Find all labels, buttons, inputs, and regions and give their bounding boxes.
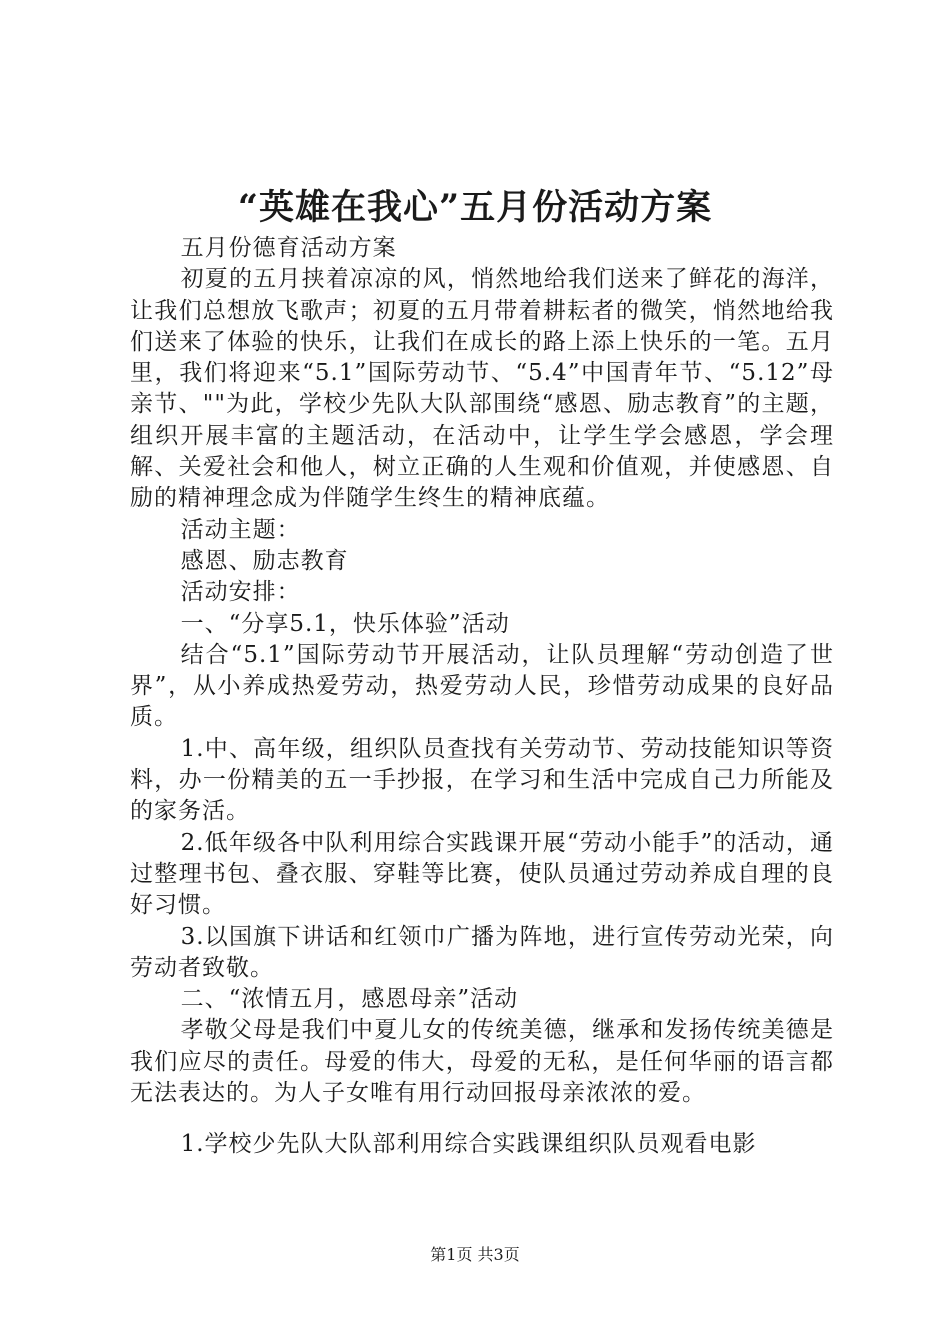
paragraph-subtitle: 五月份德育活动方案 xyxy=(180,235,397,261)
paragraph-theme: 感恩、励志教育 xyxy=(180,547,349,574)
paragraph-section-one-item-1: 1.中、高年级，组织队员查找有关劳动节、劳动技能知识等资料，办一份精美的五一手抄报，在学习和生活中完成自己力所能及的家务活。 xyxy=(130,735,834,825)
paragraph-section-one-item-2: 2.低年级各中队利用综合实践课开展“劳动小能手”的活动，通过整理书包、叠衣服、穿鞋等比赛，使队员通过劳动养成自理的良好习惯。 xyxy=(130,829,834,919)
paragraph-section-one-heading: 一、“分享5.1，快乐体验”活动 xyxy=(180,610,510,637)
paragraph-section-two-intro: 孝敬父母是我们中夏儿女的传统美德，继承和发扬传统美德是我们应尽的责任。母爱的伟大，母爱的无私，是任何华丽的语言都无法表达的。为人子女唯有用行动回报母亲浓浓的爱。 xyxy=(130,1017,834,1107)
paragraph-section-two-item-1: 1.学校少先队大队部利用综合实践课组织队员观看电影 xyxy=(180,1131,757,1158)
paragraph-section-one-item-3: 3.以国旗下讲话和红领巾广播为阵地，进行宣传劳动光荣，向劳动者致敬。 xyxy=(130,923,834,981)
document-body xyxy=(130,233,834,1161)
page-footer: 第1页 共3页 xyxy=(430,1245,520,1264)
paragraph-intro: 初夏的五月挟着凉凉的风，悄然地给我们送来了鲜花的海洋，让我们总想放飞歌声；初夏的五月带着耕耘者的微笑，悄然地给我们送来了体验的快乐，让我们在成长的路上添上快乐的一笔。五月里，我们将迎来“5.1”国际劳动节、“5.4”中国青年节、“5.12”母亲节、""为此，学校少先队大队部围绕“感恩、励志教育”的主题，组织开展丰富的主题活动，在活动中，让学生学会感恩，学会理解、关爱社会和他人，树立正确的人生观和价值观，并使感恩、自励的精神理念成为伴随学生终生的精神底蕴。 xyxy=(130,266,834,512)
paragraph-theme-label: 活动主题： xyxy=(180,516,301,543)
document-title: “英雄在我心”五月份活动方案 xyxy=(237,187,713,228)
paragraph-arrangement-label: 活动安排： xyxy=(180,579,301,606)
paragraph-section-one-intro: 结合“5.1”国际劳动节开展活动，让队员理解“劳动创造了世界”，从小养成热爱劳动，热爱劳动人民，珍惜劳动成果的良好品质。 xyxy=(130,641,834,731)
paragraph-section-two-heading: 二、“浓情五月，感恩母亲”活动 xyxy=(180,986,519,1013)
